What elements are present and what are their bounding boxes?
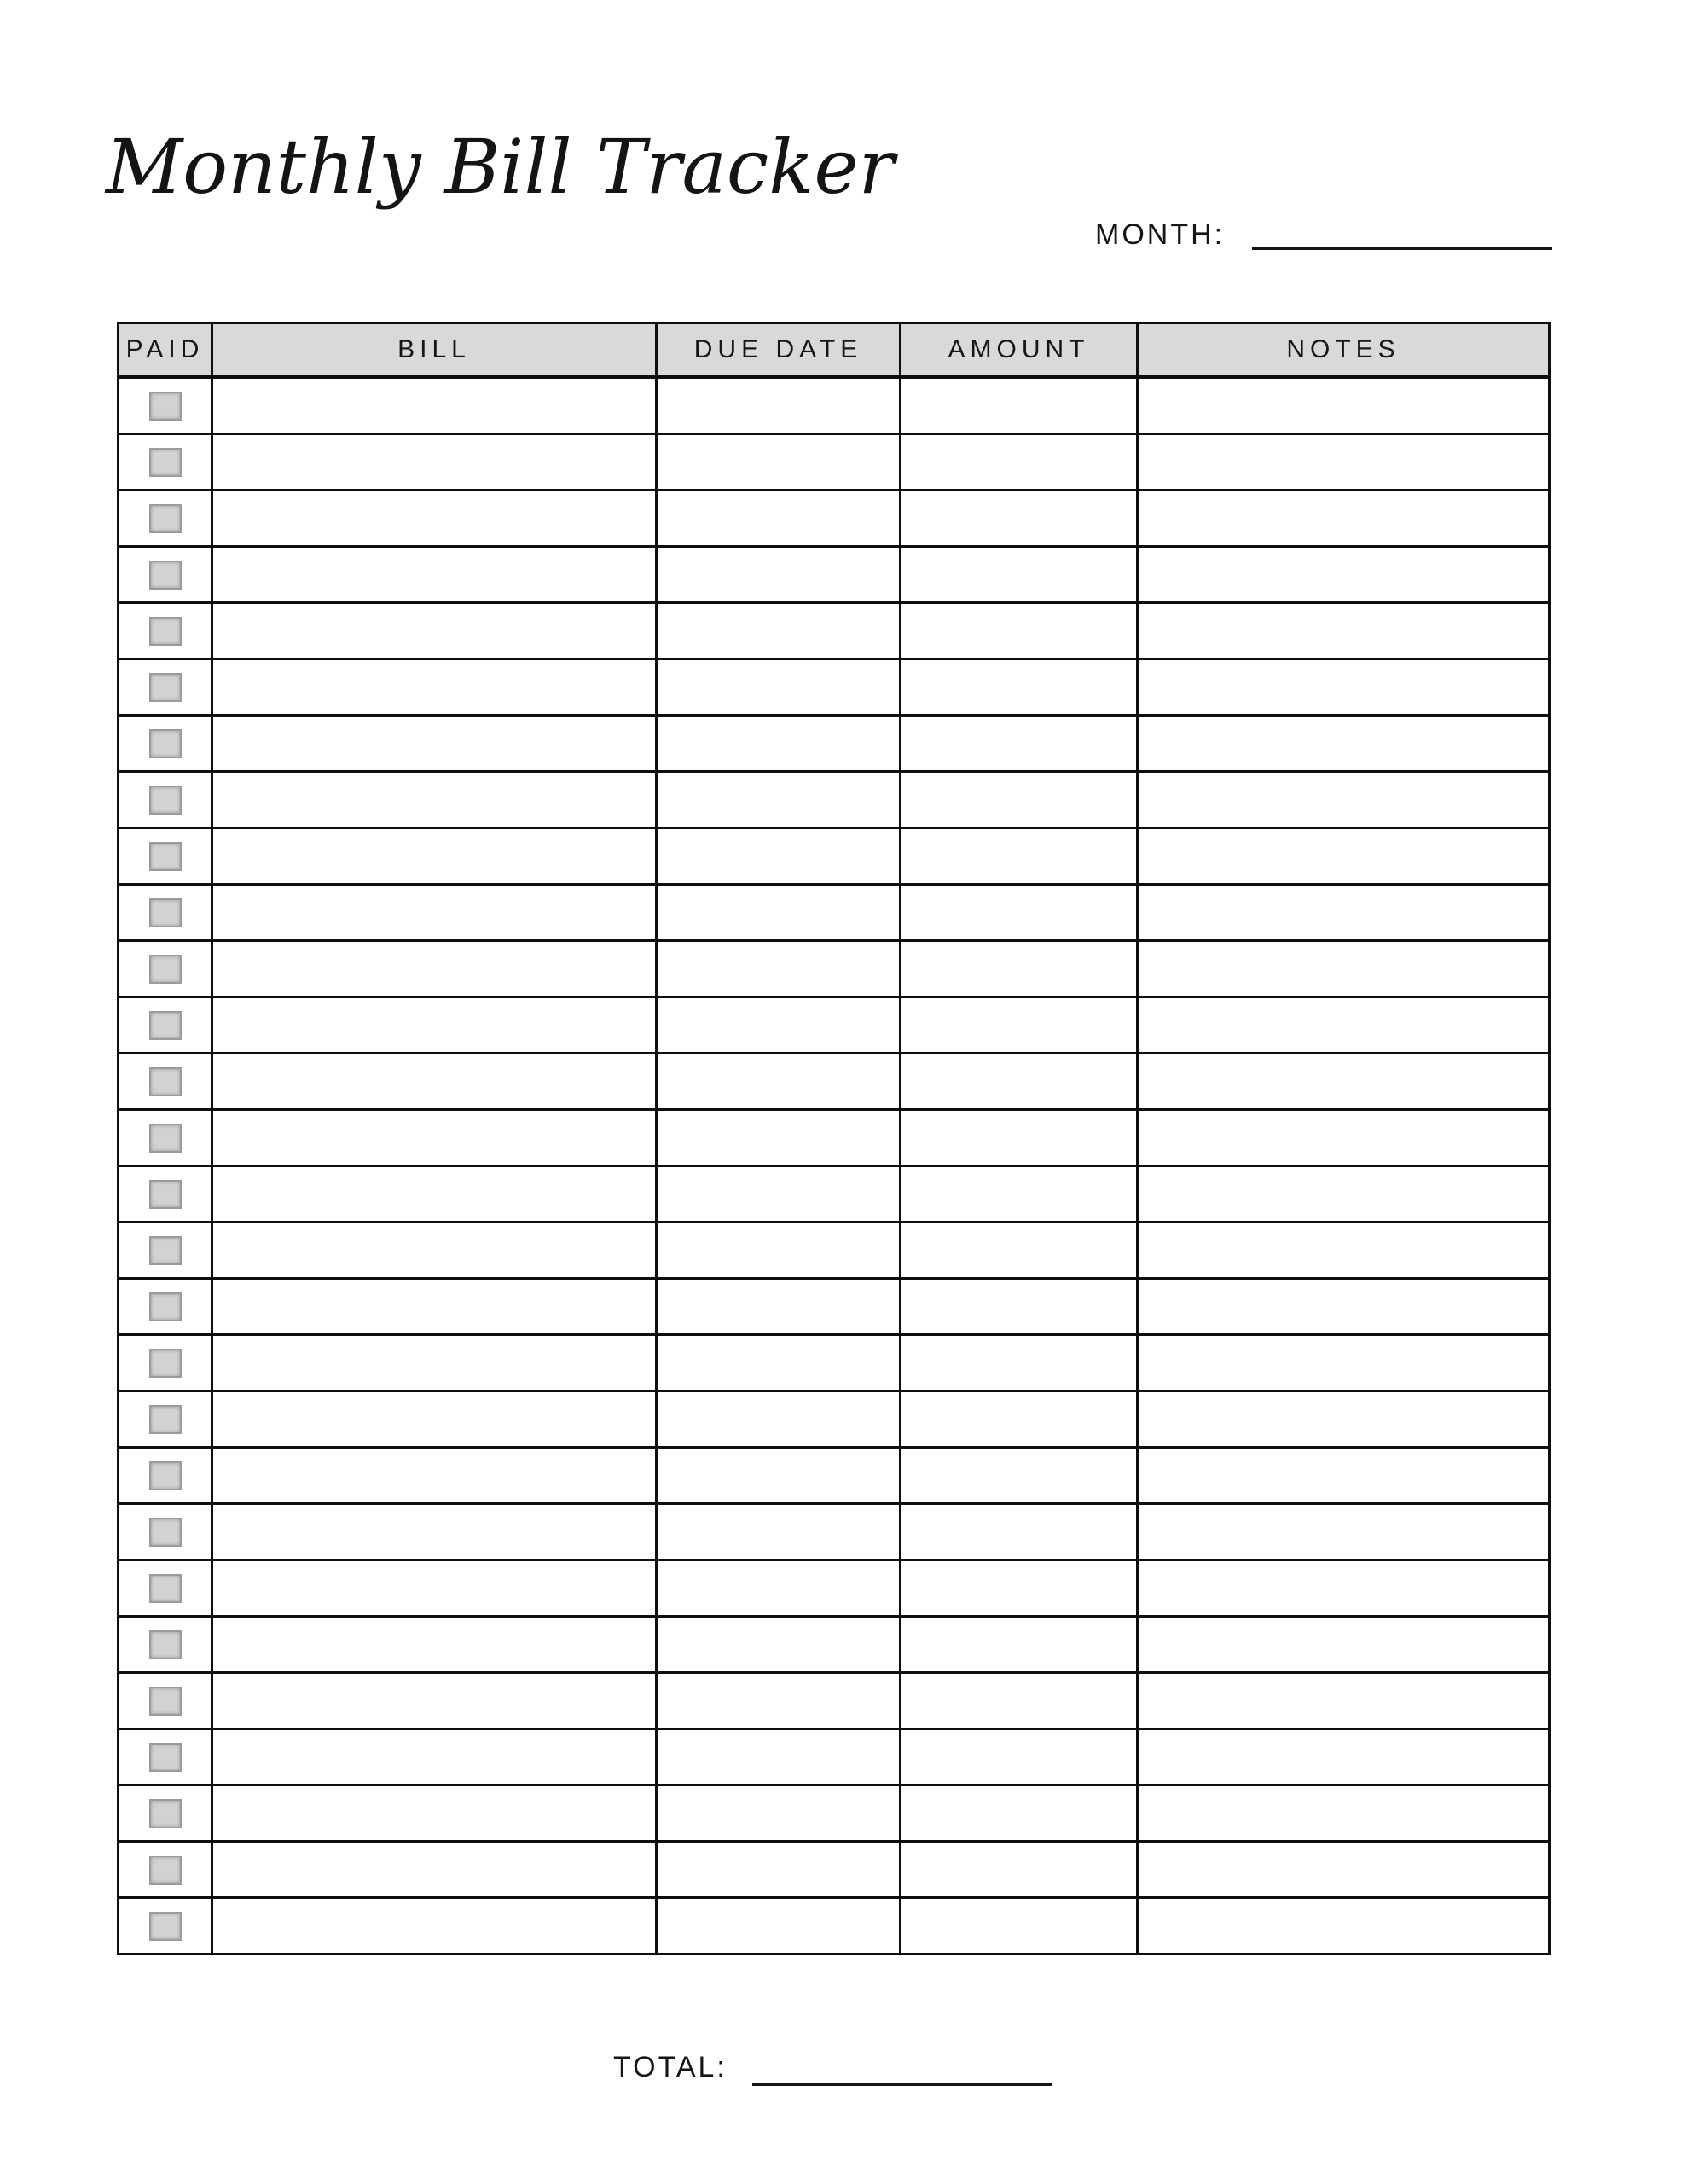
due-date-cell <box>657 1560 901 1617</box>
table-row <box>119 1673 1550 1729</box>
table-header <box>119 323 1550 378</box>
paid-checkbox[interactable] <box>149 1349 182 1378</box>
notes-cell <box>1138 1504 1550 1560</box>
column-header-bill: BILL <box>212 323 657 378</box>
bill-cell <box>212 716 657 772</box>
bill-cell <box>212 603 657 659</box>
amount-cell <box>901 1279 1138 1335</box>
notes-cell <box>1138 828 1550 885</box>
bill-cell <box>212 1504 657 1560</box>
notes-cell <box>1138 1673 1550 1729</box>
paid-cell <box>119 377 212 434</box>
month-fill-line[interactable] <box>1252 235 1552 250</box>
amount-cell <box>901 1391 1138 1448</box>
column-header-notes: NOTES <box>1138 323 1550 378</box>
notes-cell <box>1138 1617 1550 1673</box>
bill-cell <box>212 1673 657 1729</box>
table-row <box>119 772 1550 828</box>
paid-checkbox[interactable] <box>149 1912 182 1941</box>
bill-cell <box>212 1223 657 1279</box>
due-date-cell <box>657 1898 901 1955</box>
paid-checkbox[interactable] <box>149 1799 182 1828</box>
table-row <box>119 377 1550 434</box>
paid-checkbox[interactable] <box>149 898 182 927</box>
paid-cell <box>119 1673 212 1729</box>
column-header-amount: AMOUNT <box>901 323 1138 378</box>
paid-cell <box>119 1898 212 1955</box>
amount-cell <box>901 1560 1138 1617</box>
page-title: Monthly Bill Tracker <box>106 123 895 211</box>
due-date-cell <box>657 997 901 1054</box>
due-date-cell <box>657 1335 901 1391</box>
bill-cell <box>212 828 657 885</box>
notes-cell <box>1138 1335 1550 1391</box>
paid-checkbox[interactable] <box>149 1687 182 1716</box>
amount-cell <box>901 377 1138 434</box>
due-date-cell <box>657 1617 901 1673</box>
table-row <box>119 716 1550 772</box>
amount-cell <box>901 1673 1138 1729</box>
due-date-cell <box>657 659 901 716</box>
due-date-cell <box>657 941 901 997</box>
paid-checkbox[interactable] <box>149 561 182 590</box>
paid-cell <box>119 434 212 491</box>
notes-cell <box>1138 1391 1550 1448</box>
amount-cell <box>901 1054 1138 1110</box>
paid-cell <box>119 1110 212 1166</box>
notes-cell <box>1138 547 1550 603</box>
notes-cell <box>1138 491 1550 547</box>
amount-cell <box>901 547 1138 603</box>
paid-checkbox[interactable] <box>149 1630 182 1659</box>
due-date-cell <box>657 1448 901 1504</box>
bill-cell <box>212 434 657 491</box>
paid-cell <box>119 885 212 941</box>
notes-cell <box>1138 772 1550 828</box>
amount-cell <box>901 1335 1138 1391</box>
due-date-cell <box>657 1504 901 1560</box>
table-row <box>119 491 1550 547</box>
table-row <box>119 885 1550 941</box>
bill-cell <box>212 1560 657 1617</box>
amount-cell <box>901 1448 1138 1504</box>
table-row <box>119 997 1550 1054</box>
table-row <box>119 1054 1550 1110</box>
bill-cell <box>212 941 657 997</box>
paid-checkbox[interactable] <box>149 617 182 646</box>
due-date-cell <box>657 434 901 491</box>
paid-cell <box>119 1223 212 1279</box>
paid-cell <box>119 1448 212 1504</box>
amount-cell <box>901 1898 1138 1955</box>
notes-cell <box>1138 1729 1550 1786</box>
notes-cell <box>1138 603 1550 659</box>
due-date-cell <box>657 1673 901 1729</box>
table-header-row <box>119 323 1550 378</box>
amount-cell <box>901 491 1138 547</box>
table-row <box>119 1391 1550 1448</box>
notes-cell <box>1138 1054 1550 1110</box>
amount-cell <box>901 1842 1138 1898</box>
paid-checkbox[interactable] <box>149 1236 182 1265</box>
paid-cell <box>119 716 212 772</box>
due-date-cell <box>657 491 901 547</box>
notes-cell <box>1138 1842 1550 1898</box>
table-row <box>119 1842 1550 1898</box>
paid-cell <box>119 1335 212 1391</box>
table-row <box>119 659 1550 716</box>
paid-cell <box>119 491 212 547</box>
paid-checkbox[interactable] <box>149 1180 182 1209</box>
table-row <box>119 1504 1550 1560</box>
paid-cell <box>119 1842 212 1898</box>
amount-cell <box>901 1504 1138 1560</box>
due-date-cell <box>657 1110 901 1166</box>
table-row <box>119 1560 1550 1617</box>
amount-cell <box>901 828 1138 885</box>
column-header-due-date: DUE DATE <box>657 323 901 378</box>
bill-cell <box>212 1617 657 1673</box>
due-date-cell <box>657 603 901 659</box>
table-row <box>119 434 1550 491</box>
paid-checkbox[interactable] <box>149 955 182 984</box>
paid-cell <box>119 1729 212 1786</box>
paid-checkbox[interactable] <box>149 1405 182 1434</box>
paid-checkbox[interactable] <box>149 1124 182 1153</box>
paid-cell <box>119 772 212 828</box>
table-row <box>119 1786 1550 1842</box>
notes-cell <box>1138 1110 1550 1166</box>
table-row <box>119 828 1550 885</box>
paid-cell <box>119 1166 212 1223</box>
table-row <box>119 1223 1550 1279</box>
bill-cell <box>212 1448 657 1504</box>
paid-cell <box>119 828 212 885</box>
due-date-cell <box>657 828 901 885</box>
notes-cell <box>1138 434 1550 491</box>
bill-tracker-table <box>117 322 1551 1955</box>
due-date-cell <box>657 377 901 434</box>
due-date-cell <box>657 772 901 828</box>
paid-cell <box>119 1560 212 1617</box>
paid-checkbox[interactable] <box>149 786 182 815</box>
amount-cell <box>901 997 1138 1054</box>
bill-cell <box>212 659 657 716</box>
amount-cell <box>901 1729 1138 1786</box>
paid-cell <box>119 1504 212 1560</box>
paid-cell <box>119 659 212 716</box>
paid-cell <box>119 603 212 659</box>
notes-cell <box>1138 941 1550 997</box>
amount-cell <box>901 603 1138 659</box>
bill-cell <box>212 885 657 941</box>
bill-cell <box>212 1279 657 1335</box>
amount-cell <box>901 716 1138 772</box>
due-date-cell <box>657 1166 901 1223</box>
notes-cell <box>1138 1448 1550 1504</box>
paid-checkbox[interactable] <box>149 1518 182 1547</box>
paid-cell <box>119 1279 212 1335</box>
paid-checkbox[interactable] <box>149 1856 182 1885</box>
bill-cell <box>212 1842 657 1898</box>
paid-cell <box>119 1786 212 1842</box>
amount-cell <box>901 941 1138 997</box>
table-row <box>119 1335 1550 1391</box>
bill-rows <box>119 377 1550 1955</box>
table-row <box>119 1166 1550 1223</box>
paid-checkbox[interactable] <box>149 673 182 702</box>
due-date-cell <box>657 1391 901 1448</box>
paid-checkbox[interactable] <box>149 448 182 477</box>
bill-cell <box>212 1054 657 1110</box>
bill-cell <box>212 491 657 547</box>
due-date-cell <box>657 1223 901 1279</box>
bill-cell <box>212 997 657 1054</box>
table-row <box>119 1110 1550 1166</box>
paid-checkbox[interactable] <box>149 1743 182 1772</box>
notes-cell <box>1138 377 1550 434</box>
due-date-cell <box>657 716 901 772</box>
table-row <box>119 1898 1550 1955</box>
due-date-cell <box>657 1054 901 1110</box>
paid-cell <box>119 547 212 603</box>
table-row <box>119 1729 1550 1786</box>
paid-cell <box>119 941 212 997</box>
paid-checkbox[interactable] <box>149 842 182 871</box>
paid-checkbox[interactable] <box>149 1067 182 1096</box>
total-fill-line[interactable] <box>752 2068 1052 2086</box>
amount-cell <box>901 434 1138 491</box>
paid-cell <box>119 1391 212 1448</box>
amount-cell <box>901 1223 1138 1279</box>
table-row <box>119 1448 1550 1504</box>
paid-checkbox[interactable] <box>149 1011 182 1040</box>
paid-checkbox[interactable] <box>149 1292 182 1321</box>
notes-cell <box>1138 716 1550 772</box>
notes-cell <box>1138 885 1550 941</box>
bill-cell <box>212 1110 657 1166</box>
total-label: TOTAL: <box>613 2051 728 2083</box>
notes-cell <box>1138 1786 1550 1842</box>
notes-cell <box>1138 659 1550 716</box>
paid-checkbox[interactable] <box>149 1574 182 1603</box>
notes-cell <box>1138 1166 1550 1223</box>
paid-cell <box>119 1054 212 1110</box>
table-row <box>119 941 1550 997</box>
due-date-cell <box>657 1842 901 1898</box>
due-date-cell <box>657 1786 901 1842</box>
bill-cell <box>212 377 657 434</box>
bill-cell <box>212 1898 657 1955</box>
column-header-paid: PAID <box>119 323 212 378</box>
bill-cell <box>212 547 657 603</box>
bill-cell <box>212 1729 657 1786</box>
paid-checkbox[interactable] <box>149 392 182 421</box>
bill-cell <box>212 1786 657 1842</box>
notes-cell <box>1138 1223 1550 1279</box>
amount-cell <box>901 772 1138 828</box>
month-label: MONTH: <box>1095 218 1226 251</box>
table-row <box>119 1279 1550 1335</box>
paid-checkbox[interactable] <box>149 504 182 533</box>
notes-cell <box>1138 1898 1550 1955</box>
amount-cell <box>901 885 1138 941</box>
notes-cell <box>1138 997 1550 1054</box>
paid-checkbox[interactable] <box>149 729 182 758</box>
paid-cell <box>119 997 212 1054</box>
due-date-cell <box>657 1279 901 1335</box>
amount-cell <box>901 659 1138 716</box>
amount-cell <box>901 1166 1138 1223</box>
due-date-cell <box>657 547 901 603</box>
bill-cell <box>212 1391 657 1448</box>
table-row <box>119 547 1550 603</box>
due-date-cell <box>657 1729 901 1786</box>
bill-cell <box>212 1166 657 1223</box>
amount-cell <box>901 1617 1138 1673</box>
table-row <box>119 1617 1550 1673</box>
due-date-cell <box>657 885 901 941</box>
table-row <box>119 603 1550 659</box>
bill-cell <box>212 1335 657 1391</box>
notes-cell <box>1138 1560 1550 1617</box>
paid-cell <box>119 1617 212 1673</box>
bill-cell <box>212 772 657 828</box>
amount-cell <box>901 1110 1138 1166</box>
paid-checkbox[interactable] <box>149 1461 182 1490</box>
notes-cell <box>1138 1279 1550 1335</box>
amount-cell <box>901 1786 1138 1842</box>
